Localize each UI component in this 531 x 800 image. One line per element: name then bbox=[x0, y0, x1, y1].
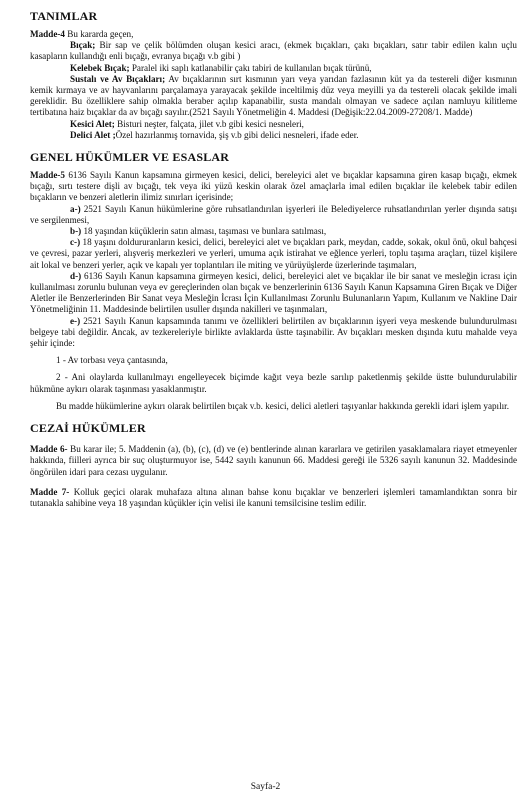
definition-kesici-alet: Kesici Alet; Bisturi neşter, falçata, jilet v.b gibi kesici nesneleri, bbox=[70, 118, 304, 129]
madde-5-clause-e: e-) 2521 Sayılı Kanun kapsamında tanımı ve özellikleri belirtilen av bıçaklarının işyeri veya meskende bulundurulması belgeye tabi değildir. Ancak, av tezkereleriyle birlikte avlaklarda üstte taşınabilir. Av bıçakları mesken dışında kutu mahalde veya şehir içinde: bbox=[30, 315, 517, 349]
madde-7-label: Madde 7- bbox=[30, 486, 70, 497]
madde-4-intro: Madde-4 Bu kararda geçen, bbox=[30, 29, 134, 39]
madde-5-clause-a: a-) 2521 Sayılı Kanun hükümlerine göre ruhsatlandırılan işyerleri ile Belediyelerce ruhsatlandırılan yerler dışında satışı ve sergilenmesi, bbox=[30, 203, 517, 225]
madde-5-closing: Bu madde hükümlerine aykırı olarak belirtilen bıçak v.b. kesici, delici aletleri taşıyanlar hakkında gerekli idari işlem yapılır. bbox=[56, 400, 509, 411]
definition-bicak: Bıçak; Bir sap ve çelik bölümden oluşan kesici aracı, (ekmek bıçakları, çakı bıçakları, satır tabir edilen kalın uçlu kasapların kullandığı enli bıçağı, evranya bıçağı v.b gibi ) bbox=[30, 40, 517, 62]
madde-5-clause-c: c-) 18 yaşını doldururanların kesici, delici, bereleyici alet ve bıçakları park, meydan, cadde, sokak, okul önü, okul bahçesi ve çevresi, pazar yerleri, alışveriş merkezleri ve yerleri, umuma açık istirahat ve eğlence yerleri, toplu taşıma araçları, tüzel kişilere ait lokal ve benzeri yerler, açık ve kapalı yer toplantıları ile miting ve yürüyüşlerde üzerlerinde taşımaları, bbox=[30, 237, 517, 270]
madde-5-clause-d: d-) 6136 Sayılı Kanun kapsamına girmeyen kesici, delici, bereleyici alet ve bıçaklar ile bir sanat ve mesleğin icrası için kullanılması zorunlu bulunan veya ev gereçlerinden olan bıçak ve benzerlerinin 6136 Sayılı Kanun Kapsamına Giren Bıçak ve Diğer Aletler ile Benzerlerinden Bir Sanat veya Mesleğin İcrası İçin Kullanılması Zorunlu Bulunanların Yapım, Kullanım ve Nakline Dair Yönetmeliğinin 11. Maddesinde belirtilen usuller dışında nakilleri ve taşınmaları, bbox=[30, 270, 517, 315]
section-title-tanimlar: TANIMLAR bbox=[30, 9, 98, 23]
definition-delici-alet: Delici Alet ;Özel hazırlanmış tornavida, şiş v.b gibi delici nesneleri, ifade eder. bbox=[70, 129, 359, 140]
madde-5-item-2: 2 - Ani olaylarda kullanılmayı engelleyecek biçimde kağıt veya bezle sarılıp paketlenmiş şekilde üstte bulundurulabilir hükmüne aykırı olarak taşınması yasaklanmıştır. bbox=[30, 372, 517, 394]
madde-5-intro: Madde-5 6136 Sayılı Kanun kapsamına girmeyen kesici, delici, bereleyici alet ve bıçaklar kapsamına giren kasap bıçağı, ekmek bıçağı, sırtı testere dişli av bıçağı, tek veya iki yüzü keskin olarak özel amaçlarla imal edilen bıçaklar ile kelebek tabir edilen bıçakların ve benzeri aletlerin ilimiz sınırları içerisinde; bbox=[30, 170, 517, 203]
section-title-genel-hukumler: GENEL HÜKÜMLER VE ESASLAR bbox=[30, 150, 230, 165]
section-title-cezai-hukumler: CEZAİ HÜKÜMLER bbox=[30, 421, 146, 436]
madde-5-item-1: 1 - Av torbası veya çantasında, bbox=[56, 355, 168, 366]
definition-kelebek-bicak: Kelebek Bıçak; Paralel iki saplı katlanabilir çakı tabiri de kullanılan bıçak türünü, bbox=[70, 62, 372, 73]
madde-5-label: Madde-5 bbox=[30, 170, 65, 181]
madde-6-label: Madde 6- bbox=[30, 444, 68, 455]
page-number: Sayfa-2 bbox=[250, 782, 281, 792]
madde-6: Madde 6- Bu karar ile; 5. Maddenin (a), (b), (c), (d) ve (e) bentlerinde alınan kararlara ve getirilen yasaklamalara riayet etmeyenler hakkında, fiilleri ayrıca bir suç oluşturmuyor ise, 5442 sayılı kanunun 66. Maddesi gereği ile 5326 sayılı kanunun 32. Maddesinde öngörülen idari para cezası uygulanır. bbox=[30, 444, 517, 477]
madde-7: Madde 7- Kolluk geçici olarak muhafaza altına alınan bahse konu bıçaklar ve benzerleri işlemleri tamamlandıktan sonra bir tutanakla sahibine veya 18 yaşından küçükler için velisi ile kanuni temsilcisine teslim edilir. bbox=[30, 486, 517, 508]
madde-4-label: Madde-4 bbox=[30, 29, 65, 39]
definition-sustali-av-bicaklari: Sustalı ve Av Bıçakları; Av bıçaklarının sırt kısmının yarı veya yarıdan fazlasının küt ya da testereli diğer kısmının kemik kırmaya ve av hayvanlarını parçalamaya yarayacak şekilde inceltilmiş düz veya meyilli ya da testereli olacak şekilde imali gereklidir. Bu özelliklere sahip olmakla beraber açılıp kapanabilir, susta mandalı olmayan ve sadece açılan namluyu kilitleme tertibatına haiz bıçaklar da av bıçağı sayılır.(2521 Sayılı Yönetmeliğin 4. Maddesi (Değişik:22.04.2009-27208/1. Madde) bbox=[30, 73, 517, 118]
madde-5-clause-b: b-) 18 yaşından küçüklerin satın alması, taşıması ve bunlara satılması, bbox=[70, 226, 327, 237]
